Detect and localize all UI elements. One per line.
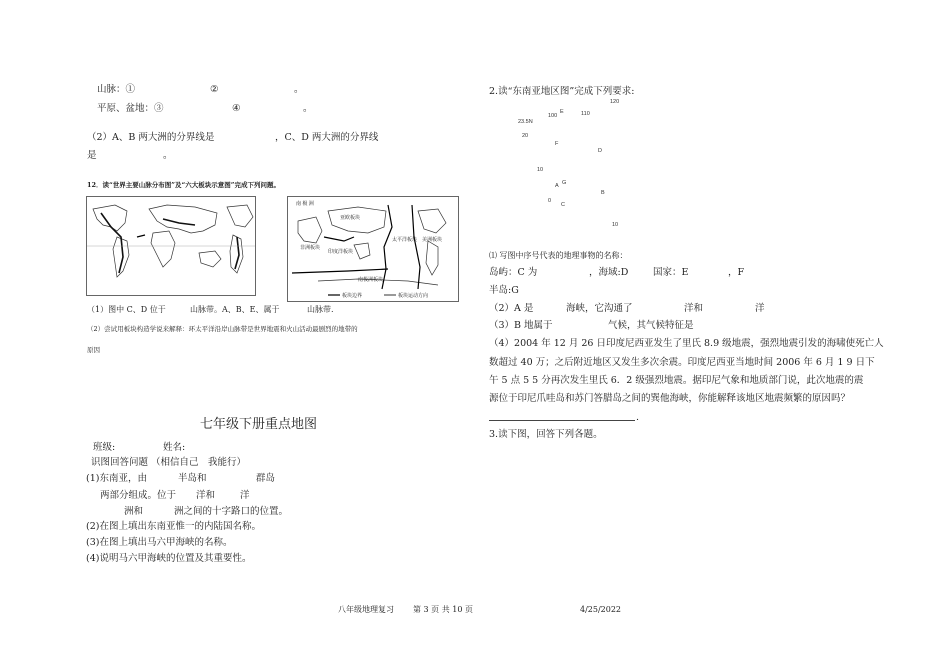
six-plates-map: [287, 196, 459, 302]
item-1-d: 两部分组成。位于: [100, 490, 177, 501]
africa-outline: [298, 217, 322, 243]
world-mountain-map: [86, 196, 256, 296]
africa-shape: [151, 231, 175, 267]
map-label: 0: [548, 198, 552, 204]
item-1-c: 群岛: [256, 473, 276, 484]
item-1-e: 洋和: [196, 490, 216, 501]
plate-label: 南 极 洲: [296, 201, 314, 207]
map-label: 20: [522, 133, 529, 139]
item-1-b: 半岛和: [178, 473, 207, 484]
question-2-text-b: ，C、D 两大洲的分界线: [275, 132, 379, 143]
item-1-a: (1)东南亚，由: [86, 473, 147, 484]
plate-label: 亚欧板块: [340, 215, 361, 221]
eurasia-shape: [149, 205, 217, 233]
australia-shape: [199, 251, 221, 267]
map-label: 10: [537, 167, 544, 173]
map-label: E: [560, 109, 564, 115]
question-2-text: （2）A、B 两大洲的分界线是: [87, 132, 215, 143]
map-label: 100: [548, 113, 558, 119]
australia-outline: [354, 243, 370, 259]
answer-line-end: .: [636, 412, 640, 423]
map-label: 120: [610, 99, 620, 105]
name-label: 姓名:: [163, 442, 186, 453]
plate-label: 南极洲板块: [358, 277, 384, 283]
r-q1: ⑴ 写图中序号代表的地理事物的名称：: [489, 251, 628, 260]
r-q2-c: 洋和: [684, 303, 704, 314]
r-q1-d: ，F: [728, 267, 745, 278]
plate-label: 美洲板块: [422, 237, 443, 243]
plain-blank-line: 平原、盆地：③: [97, 103, 164, 114]
question-12-1: （1）图中 C、D 位于: [87, 305, 166, 314]
r-q4-line3: 午 5 点 5 5 分再次发生里氏 6．2 级强烈地震。据印尼气象和地质部门说，此次地震的震: [489, 375, 864, 386]
r-q3-b: 气候，其气候特征是: [608, 320, 694, 331]
footer-page: 第 3 页 共 10 页: [413, 605, 473, 614]
r-q2-a: （2）A 是: [489, 303, 534, 314]
blank-2-label: ②: [210, 84, 219, 95]
question-3-title: 3.读下图，回答下列各题。: [489, 429, 603, 440]
r-q1-b: ，海域:D: [589, 267, 629, 278]
map-label: B: [601, 190, 605, 196]
r-q4-line4: 源位于印尼爪哇岛和苏门答腊岛之间的巽他海峡，你能解释该地区地震频繁的原因吗？: [489, 393, 851, 404]
question-12-2-b: 原因: [87, 346, 100, 354]
plates-map-svg: [288, 197, 458, 301]
plate-boundary-3: [324, 237, 354, 241]
answer-line: [489, 420, 635, 421]
map-label: 110: [581, 111, 590, 117]
legend-motion-label: 板块运动方向: [398, 293, 429, 299]
r-q3-a: （3）B 地属于: [489, 320, 553, 331]
item-1-f: 洋: [240, 490, 250, 501]
map-label: 10: [612, 222, 619, 228]
south-america-outline: [426, 241, 438, 275]
plate-boundary-2: [412, 205, 420, 289]
question-2-text-d: 。: [163, 150, 173, 161]
r-q1-c: 国家：E: [653, 267, 689, 278]
section-title: 七年级下册重点地图: [200, 417, 318, 432]
question-12-2: （2）尝试用板块构造学说来解释：环太平洋沿岸山脉带是世界地震和火山活动最剧烈的地带的: [87, 325, 358, 333]
east-landmass-shape: [227, 205, 253, 227]
item-4: (4)说明马六甲海峡的位置及其重要性。: [86, 553, 252, 564]
class-label: 班级:: [93, 442, 116, 453]
world-map-svg: [87, 197, 255, 295]
plate-label: 太平洋板块: [392, 237, 418, 243]
item-2: (2)在图上填出东南亚惟一的内陆国名称。: [86, 521, 261, 532]
north-america-outline: [418, 209, 446, 233]
plate-boundary-4: [292, 269, 388, 273]
map-label: F: [555, 141, 559, 147]
r-q2-d: 洋: [755, 303, 765, 314]
cordillera-line: [101, 213, 123, 273]
blank-4-label: ④: [232, 103, 241, 114]
r-q4-line2: 数超过 40 万；之后附近地区又发生多次余震。印度尼西亚当地时间 2006 年 6 月 1 9 日下: [489, 357, 875, 368]
r-q1-e: 半岛:G: [489, 285, 519, 296]
question-12-1-c: 山脉带.: [307, 305, 334, 314]
intro-text: 识图回答问题 （相信自己 我能行）: [91, 457, 247, 468]
alpine-himalaya-line: [163, 219, 195, 225]
plate-label: 印度洋板块: [328, 249, 354, 255]
r-q1-a: 岛屿：C 为: [489, 267, 538, 278]
legend-boundary-label: 板块边界: [342, 293, 363, 299]
andes-line: [235, 237, 239, 269]
map-label: 23.5N: [518, 119, 533, 125]
line-end: 。: [303, 103, 313, 114]
footer-course: 八年级地理复习: [338, 605, 394, 614]
plate-boundary-1: [382, 205, 392, 289]
footer-date: 4/25/2022: [580, 605, 622, 614]
question-12-prompt: 12．读“世界主要山脉分布图”及“六大板块示意图”完成下列问题。: [87, 181, 281, 189]
east-south-shape: [230, 235, 243, 273]
item-1-h: 洲之间的十字路口的位置。: [174, 506, 289, 517]
question-12-1-b: 山脉带。A、B、E、属于: [190, 305, 280, 314]
map-label: D: [598, 148, 602, 154]
map-label: C: [561, 202, 565, 208]
question-2-text-c: 是: [87, 150, 97, 161]
line-end: 。: [294, 84, 304, 95]
map-label: A: [555, 183, 559, 189]
item-1-g: 洲和: [124, 506, 144, 517]
question-2-title: 2.读“东南亚地区图”完成下列要求:: [489, 86, 635, 97]
arrow-line: [137, 235, 145, 237]
r-q4-line1: （4）2004 年 12 月 26 日印度尼西亚发生了里氏 8.9 级地震，强烈地震引发的海啸使死亡人: [489, 338, 884, 349]
item-3: (3)在图上填出马六甲海峡的名称。: [86, 537, 233, 548]
southeast-asia-map-labels: [505, 98, 640, 238]
map-label: G: [562, 180, 567, 186]
plate-label: 非洲板块: [300, 245, 321, 251]
r-q2-b: 海峡，它沟通了: [566, 303, 633, 314]
north-america-shape: [93, 205, 127, 231]
mountain-blank-line: 山脉：①: [97, 84, 136, 95]
